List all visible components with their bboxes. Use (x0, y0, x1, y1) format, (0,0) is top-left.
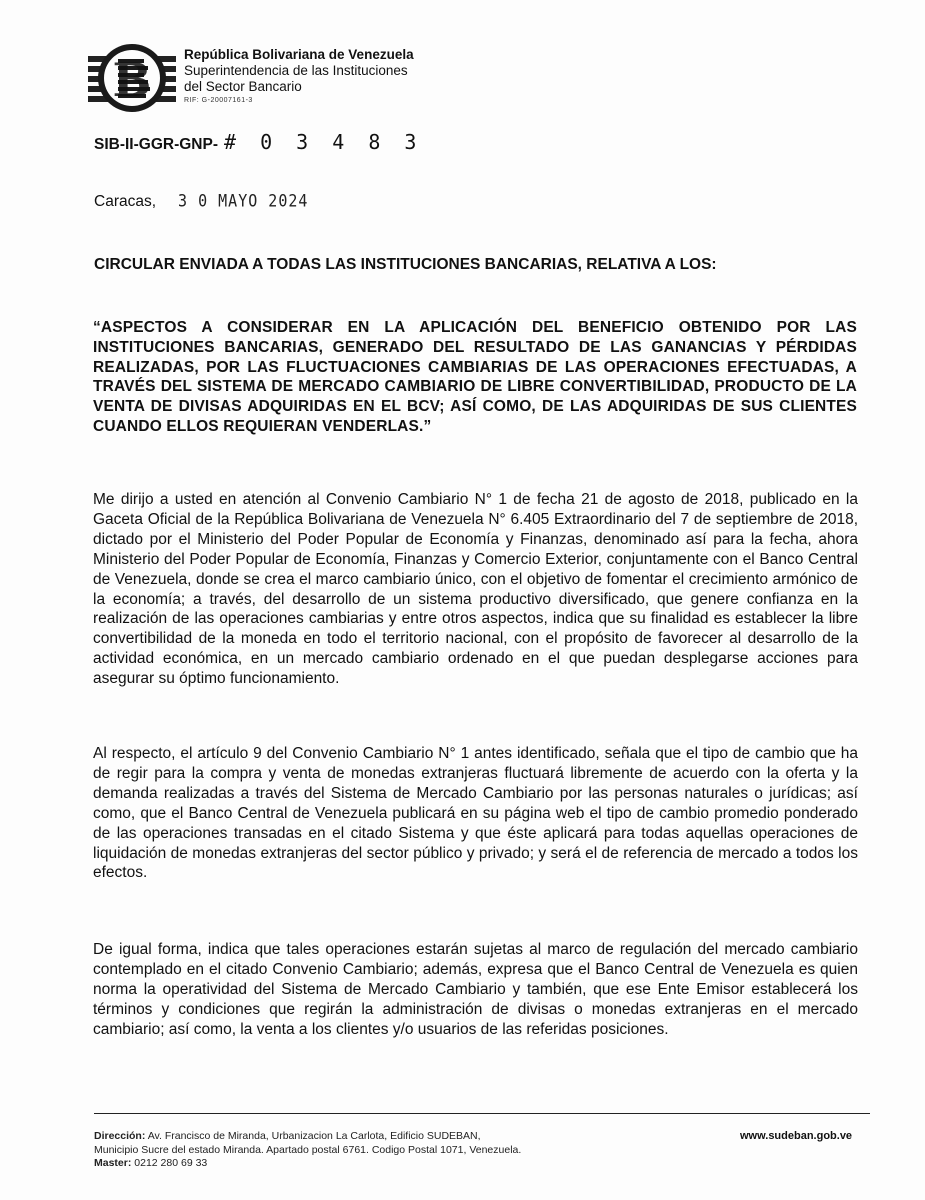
date-stamp: 3 0 MAYO 2024 (178, 190, 309, 212)
footer-master-phone: 0212 280 69 33 (134, 1157, 208, 1169)
footer-address-line2: Municipio Sucre del estado Miranda. Apartado postal 6761. Codigo Postal 1071, Venezuela. (94, 1143, 522, 1156)
reference-number: # 0 3 4 8 3 (224, 130, 423, 154)
circular-title: CIRCULAR ENVIADA A TODAS LAS INSTITUCIONES BANCARIAS, RELATIVA A LOS: (94, 256, 717, 273)
logo-letter: B (112, 53, 152, 107)
footer-address (94, 1130, 521, 1171)
body-paragraph-1: Me dirijo a usted en atención al Convenio Cambiario N° 1 de fecha 21 de agosto de 2018, publicado en la Gaceta Oficial de la República Bolivariana de Venezuela N° 6.405 Extraordinario del 7 de septiembre de 2018, dictado por el Ministerio del Poder Popular de Economía y Finanzas, denominado así para la fecha, ahora Ministerio del Poder Popular de Economía, Finanzas y Comercio Exterior, conjuntamente con el Banco Central de Venezuela, donde se crea el marco cambiario único, con el objetivo de fomentar el crecimiento armónico de la economía; a través, del desarrollo de un sistema productivo diversificado, que genere confianza en la realización de las operaciones cambiarias y entre otros aspectos, indica que su finalidad es establecer la libre convertibilidad de la moneda en todo el territorio nacional, con el propósito de favorecer al desarrollo de la actividad económica, en un mercado cambiario ordenado en el que puedan desplegarse acciones para asegurar su óptimo funcionamiento. (93, 491, 858, 688)
letterhead-text (184, 47, 414, 107)
footer-master-label: Master: (94, 1157, 132, 1169)
letterhead-country: República Bolivariana de Venezuela (184, 47, 414, 62)
footer-address-label: Dirección: (94, 1130, 146, 1142)
footer-website: www.sudeban.gob.ve (740, 1130, 853, 1142)
body-paragraph-2: Al respecto, el artículo 9 del Convenio Cambiario N° 1 antes identificado, señala que el tipo de cambio que ha de regir para la compra y venta de monedas extranjeras fluctuará libremente de acuerdo con la oferta y la demanda realizadas a través del Sistema de Mercado Cambiario por las personas naturales o jurídicas; así como, que el Banco Central de Venezuela publicará en su página web el tipo de cambio promedio ponderado de las operaciones transadas en el citado Sistema y que éste aplicará para todas aquellas operaciones de liquidación de monedas extranjeras del sector público y privado; y será el de referencia de mercado a todos los efectos. (93, 745, 858, 882)
letterhead-institution-line1: Superintendencia de las Instituciones (184, 63, 408, 78)
place-date-line (94, 192, 308, 211)
reference-prefix: SIB-II-GGR-GNP- (94, 136, 218, 153)
reference-line (94, 130, 422, 154)
letterhead-rif: RIF: G-20007161-3 (184, 97, 253, 104)
body-paragraph-3: De igual forma, indica que tales operaciones estarán sujetas al marco de regulación del mercado cambiario contemplado en el citado Convenio Cambiario; además, expresa que el Banco Central de Venezuela es quien norma la operatividad del Sistema de Mercado Cambiario y también, que ese Ente Emisor establecerá los términos y condiciones que regirán la administración de divisas o monedas extranjeras en el mercado cambiario; así como, la venta a los clientes y/o usuarios de las referidas posiciones. (93, 941, 858, 1038)
footer-address-line1: Av. Francisco de Miranda, Urbanizacion La Carlota, Edificio SUDEBAN, (147, 1130, 481, 1142)
footer-divider (94, 1113, 870, 1114)
sudeban-logo (86, 42, 178, 112)
letterhead-institution-line2: del Sector Bancario (184, 79, 302, 94)
circular-subject: “ASPECTOS A CONSIDERAR EN LA APLICACIÓN DEL BENEFICIO OBTENIDO POR LAS INSTITUCIONES BANCARIAS, GENERADO DEL RESULTADO DE LAS GANANCIAS Y PÉRDIDAS REALIZADAS, POR LAS FLUCTUACIONES CAMBIARIAS DE LAS OPERACIONES EFECTUADAS, A TRAVÉS DEL SISTEMA DE MERCADO CAMBIARIO DE LIBRE CONVERTIBILIDAD, PRODUCTO DE LA VENTA DE DIVISAS ADQUIRIDAS EN EL BCV; ASÍ COMO, DE LAS ADQUIRIDAS DE SUS CLIENTES CUANDO ELLOS REQUIERAN VENDERLAS.” (93, 319, 857, 435)
city: Caracas, (94, 193, 157, 210)
